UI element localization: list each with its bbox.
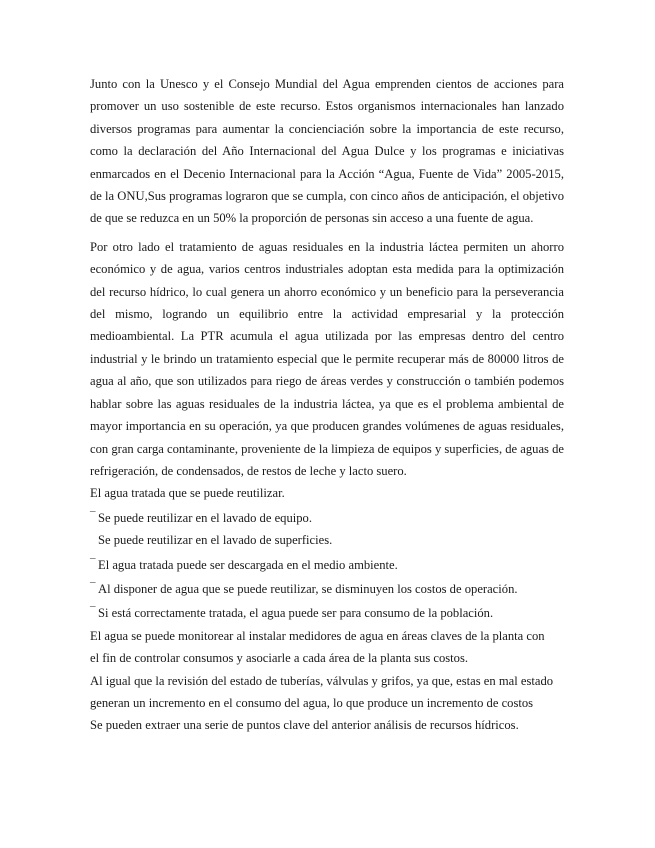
- list-item-text: Al disponer de agua que se puede reutilizar, se disminuyen los costos de operación.: [98, 581, 518, 596]
- list-item-text: Se puede reutilizar en el lavado de equipo.: [98, 510, 313, 525]
- closing-line: el fin de controlar consumos y asociarle a cada área de la planta sus costos.: [90, 651, 469, 666]
- document-body: [90, 73, 564, 737]
- bullet-dash-icon: ¯: [90, 605, 96, 618]
- closing-line: El agua se puede monitorear al instalar medidores de agua en áreas claves de la planta con: [90, 628, 545, 643]
- list-intro: El agua tratada que se puede reutilizar.: [90, 486, 285, 501]
- list-item: [90, 552, 564, 576]
- list-item: [90, 529, 564, 551]
- bullet-dash-icon: ¯: [90, 556, 96, 569]
- bullet-dash-icon: ¯: [90, 509, 96, 522]
- list-item: [90, 600, 564, 624]
- list-item: [90, 505, 564, 529]
- paragraph-unesco: Junto con la Unesco y el Consejo Mundial del Agua emprenden cientos de acciones para promover un uso sostenible de este recurso. Estos organismos internacionales han lanzado diversos programas para aumentar la concienciación sobre la importancia de este recurso, como la declaración del Año Internacional del Agua Dulce y los programas e iniciativas enmarcados en el Decenio Internacional para la Acción “Agua, Fuente de Vida” 2005-2015, de la ONU,Sus programas lograron que se cumpla, con cinco años de anticipación, el objetivo de que se reduzca en un 50% la proporción de personas sin acceso a una fuente de agua.: [90, 77, 564, 226]
- closing-line: generan un incremento en el consumo del agua, lo que produce un incremento de costos: [90, 695, 534, 710]
- closing-line: Se pueden extraer una serie de puntos clave del anterior análisis de recursos hídricos.: [90, 718, 519, 733]
- list-item-text: Si está correctamente tratada, el agua puede ser para consumo de la población.: [98, 606, 494, 621]
- list-item: [90, 576, 564, 600]
- bullet-dash-icon: ¯: [90, 580, 96, 593]
- closing-line: Al igual que la revisión del estado de tuberías, válvulas y grifos, ya que, estas en mal estado: [90, 673, 554, 688]
- list-item-text: Se puede reutilizar en el lavado de superficies.: [98, 533, 333, 548]
- list-item-text: El agua tratada puede ser descargada en el medio ambiente.: [98, 557, 398, 572]
- paragraph-wastewater: Por otro lado el tratamiento de aguas residuales en la industria láctea permiten un ahorro económico y de agua, varios centros industriales adoptan esta medida para la optimización del recurso hídrico, lo cual genera un ahorro económico y un beneficio para la perseverancia del mismo, logrando un equilibrio entre la actividad empresarial y la protección medioambiental. La PTR acumula el agua utilizada por las empresas dentro del centro industrial y le brindo un tratamiento especial que le permite recuperar más de 80000 litros de agua al año, que son utilizados para riego de áreas verdes y construcción o también podemos hablar sobre las aguas residuales de la industria láctea, ya que es el problema ambiental de mayor importancia en su operación, ya que producen grandes volúmenes de aguas residuales, con gran carga contaminante, proveniente de la limpieza de equipos y superficies, de aguas de refrigeración, de condensados, de restos de leche y lacto suero.: [90, 239, 564, 478]
